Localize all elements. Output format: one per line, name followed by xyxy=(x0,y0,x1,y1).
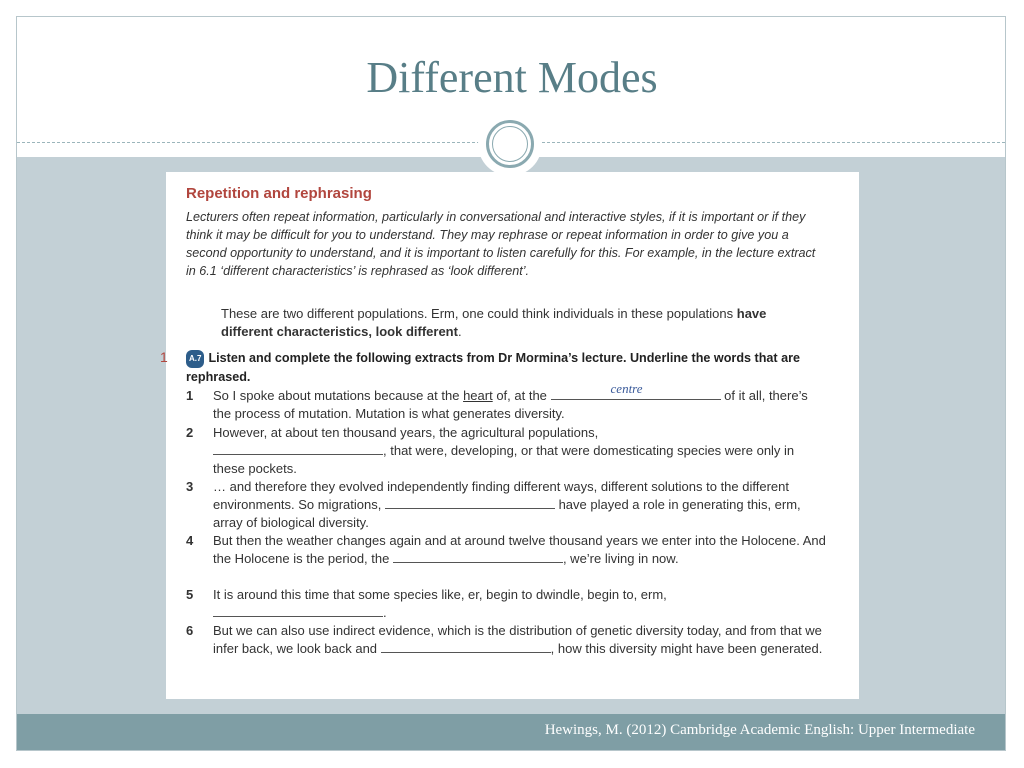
instruction-text: Listen and complete the following extracts from Dr Mormina’s lecture. Underline the words that are rephrased. xyxy=(186,351,801,384)
list-item xyxy=(186,478,826,532)
item-text: But then the weather changes again and at around twelve thousand years we enter into the Holocene. And the Holocene is the period, the xyxy=(213,533,826,566)
answer-blank xyxy=(393,550,563,563)
item-text: of it all, there’s the process of mutation. Mutation is what generates diversity. xyxy=(213,388,808,421)
intro-paragraph: Lecturers often repeat information, particularly in conversational and interactive styles, if it is important or if they think it may be difficult for you to understand. They may rephrase or repeat information in order to give you a second opportunity to understand, and it is important to listen carefully for this. For example, in the lecture extract in 6.1 ‘different characteristics’ is rephrased as ‘look different’. xyxy=(186,210,816,278)
underlined-word: heart xyxy=(463,388,493,403)
answer-blank xyxy=(213,604,383,617)
item-text: So I spoke about mutations because at the xyxy=(213,388,464,403)
quote-text: These are two different populations. Erm, one could think individuals in these populations xyxy=(221,306,737,321)
item-text: have played a role in generating this, erm, array of biological diversity. xyxy=(213,497,801,530)
item-text: . xyxy=(383,605,387,620)
item-text: of, at the xyxy=(492,388,551,403)
list-item xyxy=(186,532,826,568)
exercise-number: 1 xyxy=(160,349,168,365)
slide-title: Different Modes xyxy=(366,53,658,102)
example-quote xyxy=(221,305,821,341)
item-text: It is around this time that some species like, er, begin to dwindle, begin to, erm, xyxy=(213,587,667,602)
answer-blank xyxy=(213,442,383,455)
citation: Hewings, M. (2012) Cambridge Academic English: Upper Intermediate xyxy=(544,722,975,738)
item-text: , we’re living in now. xyxy=(562,551,679,566)
answer-blank xyxy=(551,381,721,400)
list-item xyxy=(186,622,826,658)
item-number: 4 xyxy=(186,533,194,548)
item-number: 2 xyxy=(186,425,194,440)
item-text: But we can also use indirect evidence, which is the distribution of genetic diversity today, and from that we infer back, we look back and xyxy=(213,623,822,656)
item-text: … and therefore they evolved independently finding different ways, different solutions to the different environments. So migrations, xyxy=(213,479,789,512)
textbook-page-image xyxy=(160,172,859,699)
item-number: 3 xyxy=(186,479,194,494)
item-number: 6 xyxy=(186,623,194,638)
answer-blank xyxy=(385,496,555,509)
item-text: , how this diversity might have been generated. xyxy=(550,641,823,656)
slide-footer xyxy=(17,714,1005,750)
list-item xyxy=(186,424,826,478)
item-number: 5 xyxy=(186,587,194,602)
section-heading: Repetition and rephrasing xyxy=(186,185,372,202)
list-item xyxy=(186,381,826,423)
answer-blank xyxy=(381,640,551,653)
audio-track-badge: A.7 xyxy=(186,350,204,368)
quote-bold-text: have different characteristics, look different xyxy=(221,306,767,339)
item-number: 1 xyxy=(186,388,194,403)
ornament-inner-ring xyxy=(492,126,528,162)
list-item xyxy=(186,586,826,622)
item-text: , that were, developing, or that were domesticating species were only in these pockets. xyxy=(213,443,795,476)
quote-end: . xyxy=(457,324,462,339)
exercise-instruction xyxy=(186,349,826,386)
handwritten-answer: centre xyxy=(610,381,643,396)
item-text: However, at about ten thousand years, the agricultural populations, xyxy=(213,425,599,440)
